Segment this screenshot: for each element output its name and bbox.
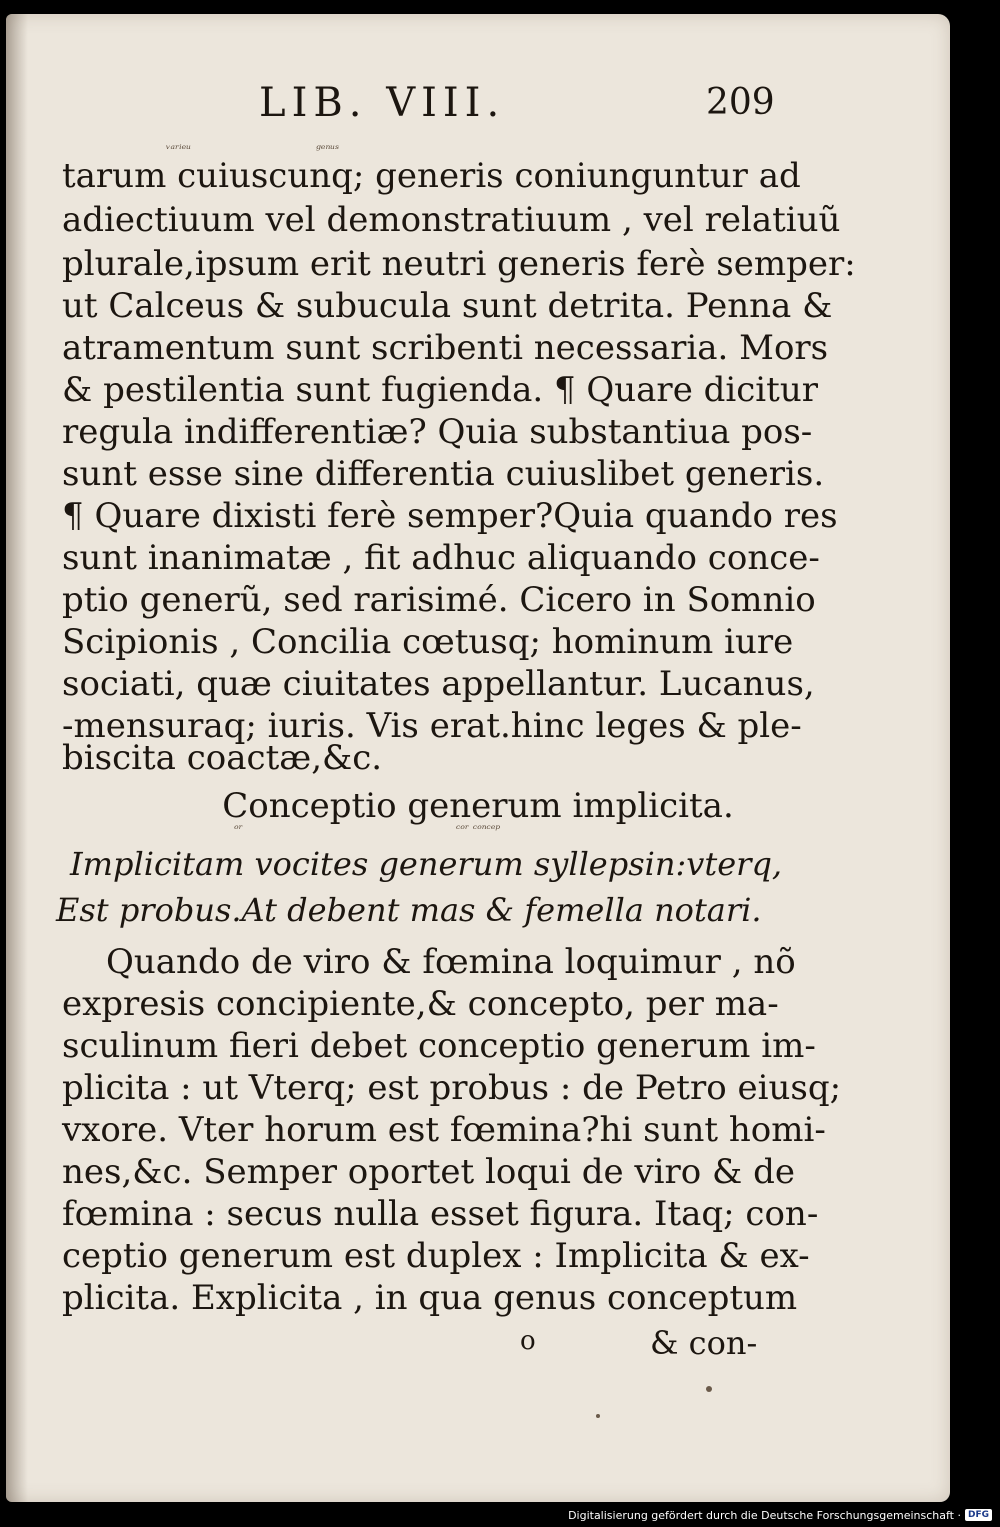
text-line: sociati, quæ ciuitates appellantur. Lucanus, <box>62 664 815 704</box>
text-line: Scipionis , Concilia cœtusq; hominum iure <box>62 622 794 662</box>
signature-mark: o <box>520 1326 536 1356</box>
text-line: regula indifferentiæ? Quia substantiua pos- <box>62 412 813 452</box>
page-header <box>6 80 950 130</box>
handwritten-gloss: ᶜᵒʳ ᶜᵒⁿᶜᵉᵖ <box>456 822 501 836</box>
footer-text: Digitalisierung gefördert durch die Deutsche Forschungsgemeinschaft · <box>568 1508 961 1522</box>
dfg-logo-icon: DFG <box>965 1509 992 1521</box>
text-line: plurale,ipsum erit neutri generis ferè semper: <box>62 244 856 284</box>
text-line: plicita. Explicita , in qua genus conceptum <box>62 1278 798 1318</box>
text-line: ¶ Quare dixisti ferè semper?Quia quando res <box>62 496 838 536</box>
text-line: nes,&c. Semper oportet loqui de viro & de <box>62 1152 795 1192</box>
verse-line: Implicitam vocites generum syllepsin:vterq, <box>70 845 783 883</box>
catchword: & con- <box>650 1324 758 1362</box>
text-line: sunt esse sine differentia cuiuslibet generis. <box>62 454 825 494</box>
page-number: 209 <box>706 82 775 123</box>
ink-speck <box>706 1386 712 1392</box>
text-line: sculinum fieri debet conceptio generum im- <box>62 1026 816 1066</box>
text-line: -mensuraq; iuris. Vis erat.hinc leges & ple- <box>62 706 802 746</box>
text-line: ceptio generum est duplex : Implicita & ex- <box>62 1236 810 1276</box>
ink-speck <box>596 1414 600 1418</box>
section-heading: Conceptio generum implicita. <box>222 786 734 826</box>
text-line: expresis concipiente,& concepto, per ma- <box>62 984 779 1024</box>
verse-line: Est probus.At debent mas & femella notari. <box>56 891 762 929</box>
handwritten-gloss: ᵛᵃʳⁱᵉᵘ <box>166 142 191 156</box>
text-line: Quando de viro & fœmina loquimur , nõ <box>106 942 796 982</box>
text-line: plicita : ut Vterq; est probus : de Petro eiusq; <box>62 1068 842 1108</box>
digitization-footer <box>568 1506 992 1524</box>
text-line: atramentum sunt scribenti necessaria. Mors <box>62 328 829 368</box>
handwritten-gloss: ᵒʳ <box>234 822 243 836</box>
running-title: LIB. VIII. <box>259 80 506 126</box>
text-line: ut Calceus & subucula sunt detrita. Penna & <box>62 286 833 326</box>
page-gutter-shadow <box>6 14 28 1502</box>
book-page <box>6 14 950 1502</box>
text-line: fœmina : secus nulla esset figura. Itaq; con- <box>62 1194 819 1234</box>
text-line: ptio generũ, sed rarisimé. Cicero in Somnio <box>62 580 816 620</box>
text-line: & pestilentia sunt fugienda. ¶ Quare dicitur <box>62 370 818 410</box>
handwritten-gloss: ᵍᵉⁿᵘˢ <box>316 142 340 156</box>
text-line: biscita coactæ,&c. <box>62 738 383 778</box>
text-line: sunt inanimatæ , fit adhuc aliquando conce- <box>62 538 820 578</box>
text-line: adiectiuum vel demonstratiuum , vel relatiuũ <box>62 200 841 240</box>
text-line: vxore. Vter horum est fœmina?hi sunt homi- <box>62 1110 826 1150</box>
text-line: tarum cuiuscunq; generis coniunguntur ad <box>62 156 801 196</box>
